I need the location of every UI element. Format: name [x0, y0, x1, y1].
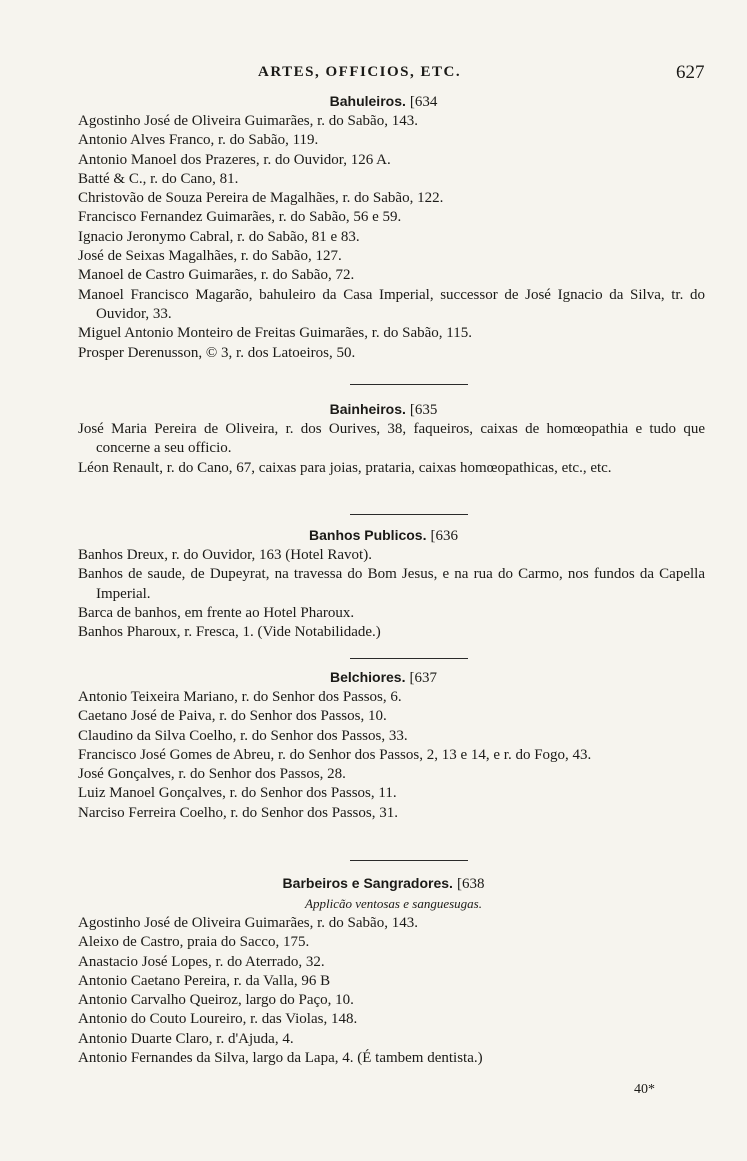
section-number: [634 [409, 94, 438, 110]
section-heading [0, 398, 747, 420]
entry-list [0, 420, 747, 478]
list-item: Barca de banhos, em frente ao Hotel Pharoux. [78, 604, 355, 621]
section-divider [350, 384, 468, 385]
section-divider [350, 514, 468, 515]
entry-list [0, 688, 747, 823]
list-item: Banhos Dreux, r. do Ouvidor, 163 (Hotel Ravot). [78, 547, 372, 563]
list-item: Batté & C., r. do Cano, 81. [78, 170, 239, 187]
list-item: Agostinho José de Oliveira Guimarães, r. do Sabão, 143. [78, 113, 418, 129]
list-item: Agostinho José de Oliveira Guimarães, r. do Sabão, 143. [78, 915, 418, 931]
running-head [0, 64, 747, 88]
list-item: Antonio Alves Franco, r. do Sabão, 119. [78, 132, 319, 149]
list-item: Francisco Fernandez Guimarães, r. do Sabão, 56 e 59. [78, 209, 402, 226]
list-item: Caetano José de Paiva, r. do Senhor dos Passos, 10. [78, 708, 387, 725]
list-item: Antonio Duarte Claro, r. d'Ajuda, 4. [78, 1030, 294, 1047]
list-item: Léon Renault, r. do Cano, 67, caixas para joias, prataria, caixas homœopathicas, etc., etc. [78, 459, 612, 476]
section-heading [0, 90, 747, 112]
section-divider [350, 658, 468, 659]
section-heading [0, 872, 747, 894]
section-belchiores [0, 666, 747, 823]
section-number: [635 [409, 402, 438, 418]
entry-list [0, 546, 747, 642]
section-number: [637 [409, 670, 437, 686]
list-item: Claudino da Silva Coelho, r. do Senhor dos Passos, 33. [78, 727, 408, 744]
section-title: Bahuleiros. [329, 93, 406, 109]
list-item: Antonio Teixeira Mariano, r. do Senhor dos Passos, 6. [78, 689, 402, 705]
list-item: José de Seixas Magalhães, r. do Sabão, 127. [78, 248, 342, 265]
list-item: Banhos Pharoux, r. Fresca, 1. (Vide Notabilidade.) [78, 624, 381, 641]
list-item: José Gonçalves, r. do Senhor dos Passos, 28. [78, 766, 346, 783]
list-item: Antonio do Couto Loureiro, r. das Violas, 148. [78, 1011, 358, 1028]
section-bahuleiros [0, 90, 747, 363]
page-number: 627 [676, 62, 705, 83]
section-heading [0, 666, 747, 688]
list-item: Antonio Manoel dos Prazeres, r. do Ouvidor, 126 A. [78, 151, 391, 168]
section-title: Banhos Publicos. [309, 527, 427, 543]
list-item: Antonio Carvalho Queiroz, largo do Paço, 10. [78, 992, 354, 1009]
section-number: [638 [456, 876, 485, 892]
list-item: Banhos de saude, de Dupeyrat, na travessa do Bom Jesus, e na rua do Carmo, nos fundos da Capella Imperial. [78, 566, 705, 602]
list-item: Narciso Ferreira Coelho, r. do Senhor dos Passos, 31. [78, 804, 398, 821]
list-item: Manoel de Castro Guimarães, r. do Sabão, 72. [78, 267, 355, 284]
section-title: Bainheiros. [329, 401, 406, 417]
running-title: ARTES, OFFICIOS, ETC. [258, 64, 462, 80]
list-item: José Maria Pereira de Oliveira, r. dos Ourives, 38, faqueiros, caixas de homœopathia e tudo que concerne a seu officio. [78, 421, 705, 457]
list-item: Prosper Derenusson, © 3, r. dos Latoeiros, 50. [78, 344, 356, 361]
section-title: Belchiores. [330, 669, 406, 685]
section-divider [350, 860, 468, 861]
signature-mark: 40* [634, 1082, 655, 1097]
list-item: Luiz Manoel Gonçalves, r. do Senhor dos Passos, 11. [78, 785, 397, 802]
list-item: Christovão de Souza Pereira de Magalhães, r. do Sabão, 122. [78, 190, 444, 207]
entry-list [0, 914, 747, 1068]
list-item: Antonio Caetano Pereira, r. da Valla, 96 B [78, 972, 331, 989]
list-item: Manoel Francisco Magarão, bahuleiro da Casa Imperial, successor de José Ignacio da Silva, tr. do Ouvidor, 33. [78, 286, 705, 322]
list-item: Francisco José Gomes de Abreu, r. do Senhor dos Passos, 2, 13 e 14, e r. do Fogo, 43. [78, 746, 592, 763]
list-item: Aleixo de Castro, praia do Sacco, 175. [78, 934, 310, 951]
section-heading [0, 524, 747, 546]
list-item: Ignacio Jeronymo Cabral, r. do Sabão, 81 e 83. [78, 228, 360, 245]
section-number: [636 [430, 528, 458, 544]
entry-list [0, 112, 747, 363]
section-banhos-publicos [0, 524, 747, 642]
section-subheading: Applicão ventosas e sanguesugas. [305, 896, 482, 911]
section-bainheiros [0, 398, 747, 478]
section-barbeiros [0, 872, 747, 1068]
section-title: Barbeiros e Sangradores. [282, 875, 453, 891]
list-item: Antonio Fernandes da Silva, largo da Lapa, 4. (É tambem dentista.) [78, 1050, 483, 1067]
list-item: Miguel Antonio Monteiro de Freitas Guimarães, r. do Sabão, 115. [78, 325, 472, 342]
list-item: Anastacio José Lopes, r. do Aterrado, 32. [78, 953, 325, 970]
